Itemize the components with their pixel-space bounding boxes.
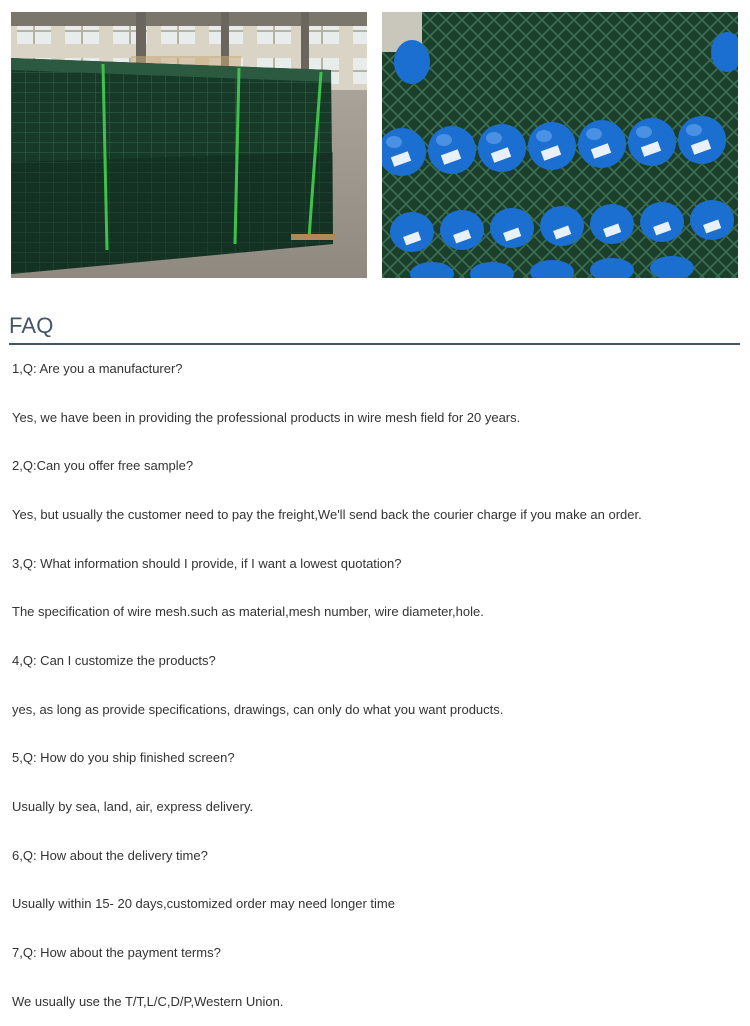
faq-answer-3: The specification of wire mesh.such as material,mesh number, wire diameter,hole.: [12, 604, 484, 619]
faq-question-3: 3,Q: What information should I provide, if I want a lowest quotation?: [12, 556, 402, 571]
faq-question-1: 1,Q: Are you a manufacturer?: [12, 361, 183, 376]
faq-answer-6: Usually within 15- 20 days,customized order may need longer time: [12, 896, 395, 911]
faq-question-4: 4,Q: Can I customize the products?: [12, 653, 216, 668]
faq-answer-4: yes, as long as provide specifications, drawings, can only do what you want products.: [12, 702, 504, 717]
faq-question-2: 2,Q:Can you offer free sample?: [12, 458, 194, 473]
faq-question-6: 6,Q: How about the delivery time?: [12, 848, 208, 863]
faq-section-header: [9, 312, 740, 345]
product-photo-chain-link-rolls: [382, 12, 738, 278]
faq-heading: FAQ: [9, 313, 54, 338]
faq-question-5: 5,Q: How do you ship finished screen?: [12, 750, 235, 765]
faq-answer-1: Yes, we have been in providing the professional products in wire mesh field for 20 years.: [12, 410, 521, 425]
faq-answer-5: Usually by sea, land, air, express delivery.: [12, 799, 254, 814]
faq-question-7: 7,Q: How about the payment terms?: [12, 945, 221, 960]
faq-answer-2: Yes, but usually the customer need to pay the freight,We'll send back the courier charge if you make an order.: [12, 507, 642, 522]
product-photo-fence-panels: [11, 12, 367, 278]
chain-link-rolls-illustration: [382, 12, 738, 278]
fence-panels-illustration: [11, 12, 367, 278]
faq-answer-7: We usually use the T/T,L/C,D/P,Western Union.: [12, 994, 284, 1009]
